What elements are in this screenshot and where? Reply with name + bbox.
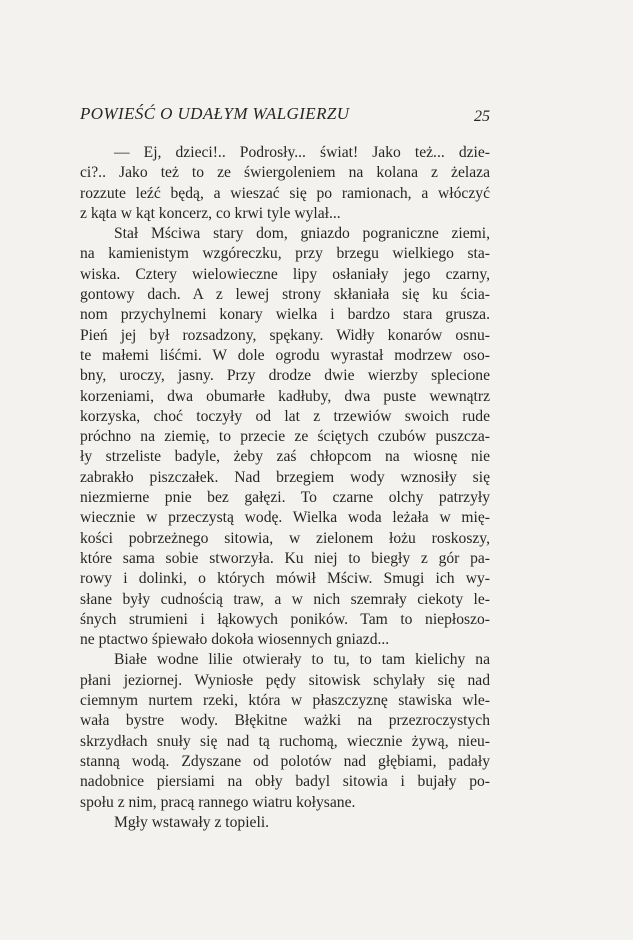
text-line: — Ej, dzieci!.. Podrosły... świat! Jako też... dzie- [114,144,490,161]
text-line: wiecznie w przeczystą wodę. Wielka woda leżała w mię- [80,509,490,527]
text-line: społu z nim, pracą rannego wiatru kołysane. [80,793,356,811]
text-line: korzeniami, dwa obumarłe kadłuby, dwa puste wewnątrz [80,387,490,405]
text-line: śnych strumieni i łąkowych poników. Tam to niepłoszo- [80,610,490,628]
text-line: bny, uroczy, jasny. Przy drodze dwie wierzby splecione [80,367,490,385]
body-text [80,143,490,833]
text-line: korzyska, choć toczyły od lat z trzewiów swoich rude [80,407,490,425]
text-line: stanną wodą. Zdyszane od polotów nad głębiami, padały [80,752,490,770]
text-line: ci?.. Jako też to ze świergoleniem na kolana z żelaza [80,164,490,182]
text-line: rowy i dolinki, o których mówił Mściw. Smugi ich wy- [80,570,490,588]
text-line: ciemnym nurtem rzeki, która w płaszczyznę stawiska wle- [80,692,490,710]
text-line: Stał Mściwa stary dom, gniazdo pograniczne ziemi, [114,225,490,243]
text-line: te małemi liśćmi. W dole ogrodu wyrastał modrzew oso- [80,346,490,364]
text-line: nadobnice piersiami na obły badyl sitowia i bujały po- [80,773,490,791]
text-line: ne ptactwo śpiewało dokoła wiosennych gniazd... [80,631,390,649]
page-number: 25 [474,108,490,125]
text-line: z kąta w kąt koncerz, co krwi tyle wylał... [80,204,341,222]
text-line: gontowy dach. A z lewej strony skłaniała się ku ścia- [80,286,490,304]
text-line: próchno na ziemię, to przecie ze ściętych czubów puszcza- [80,428,490,446]
text-line: płani jeziornej. Wyniosłe pędy sitowisk schylały się nad [80,671,490,689]
text-line: słane były cudnością traw, a w nich szemrały ciekoty le- [80,590,490,608]
text-line: nom przychylnemi konary wielka i bardzo stara grusza. [80,306,490,324]
text-line: na kamienistym wzgóreczku, przy brzegu wielkiego sta- [80,245,490,263]
text-line: Białe wodne lilie otwierały to tu, to tam kielichy na [114,651,490,669]
text-line: zabrakło piszczałek. Nad brzegiem wody wznosiły się [80,468,490,486]
running-head: POWIEŚĆ O UDAŁYM WALGIERZU [80,104,350,123]
text-line: wała bystre wody. Błękitne ważki na przezroczystych [80,712,490,730]
text-line: które sama sobie stworzyła. Ku niej to biegły z gór pa- [80,549,490,567]
text-line: Mgły wstawały z topieli. [114,813,270,831]
text-line: ły strzeliste badyle, żeby zaś chłopcom na wiosnę nie [80,448,490,466]
text-line: kości pobrzeżnego sitowia, w zielonem łożu roskoszy, [80,529,490,547]
page-header [80,104,490,128]
text-line: rozzute leźć będą, a wieszać się po ramionach, a włóczyć [80,184,490,202]
text-line: wiska. Cztery wielowieczne lipy osłaniały jego czarny, [80,265,490,283]
text-line: niezmierne pnie bez gałęzi. To czarne olchy patrzyły [80,489,490,507]
text-line: skrzydłach snuły się nad tą ruchomą, wiecznie żywą, nieu- [80,732,490,750]
text-line: Pień jej był rozsadzony, spękany. Widły konarów osnu- [80,326,490,344]
